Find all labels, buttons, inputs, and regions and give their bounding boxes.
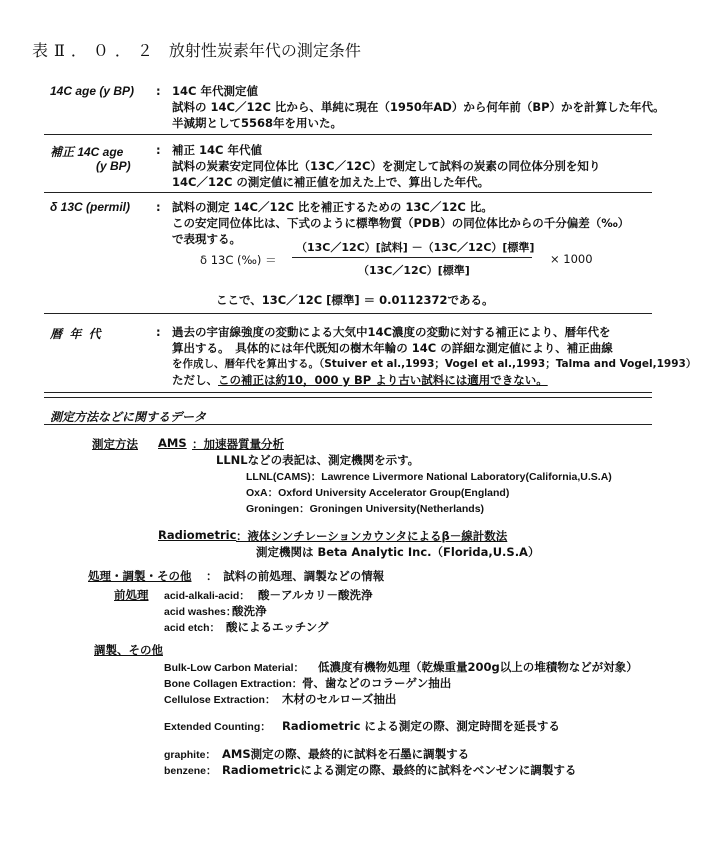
colon: : — [156, 325, 161, 339]
final-item-desc: Radiometricによる測定の際、最終的に試料をベンゼンに調製する — [222, 763, 577, 777]
method-ams-desc: ：加速器質量分析 — [192, 437, 284, 451]
corrected-line1: 補正 14C 年代値 — [172, 143, 262, 157]
calendar-note: この補正は約10，000 y BP より古い試料には適用できない。 — [218, 373, 548, 387]
c14age-line1: 14C 年代測定値 — [172, 84, 258, 98]
lab-entry: LLNL(CAMS)：Lawrence Livermore National Laboratory(California,U.S.A) — [246, 471, 612, 483]
prep-item-desc: 骨、歯などのコラーゲン抽出 — [302, 676, 452, 690]
divider — [44, 392, 652, 393]
formula-denominator: （13C／12C）[標準] — [358, 264, 470, 277]
page-title — [32, 38, 361, 61]
colon: : — [156, 200, 161, 214]
method-label: 測定方法 — [92, 437, 138, 451]
c14age-label: 14C age (y BP) — [50, 84, 135, 98]
delta-label: δ 13C (permil) — [50, 200, 131, 214]
prep-item-name: Bulk-Low Carbon Material： — [164, 662, 305, 674]
divider — [44, 192, 652, 193]
formula-where: ここで、13C／12C [標準] ＝ 0.0112372である。 — [216, 293, 494, 307]
delta-line2: この安定同位体比は、下式のように標準物質（PDB）の同位体比からの千分偏差（‰） — [172, 216, 630, 230]
formula-times: × 1000 — [550, 252, 593, 266]
prep-item-desc: 低濃度有機物処理（乾燥重量200g以上の堆積物などが対象） — [318, 660, 638, 674]
divider — [44, 424, 652, 425]
title-text: 放射性炭素年代の測定条件 — [168, 41, 361, 60]
calendar-label: 暦 年 代 — [50, 327, 103, 341]
extended-desc: Radiometric による測定の際、測定時間を延長する — [282, 719, 560, 733]
corrected-label-1: 補正 14C age — [50, 145, 124, 159]
prep-item-name: Cellulose Extraction： — [164, 694, 276, 706]
pre-item-name: acid-alkali-acid： — [164, 590, 250, 602]
c14age-line3: 半減期として5568年を用いた。 — [172, 116, 343, 130]
corrected-label-2: (y BP) — [96, 159, 131, 173]
corrected-line3: 14C／12C の測定値に補正値を加えた上で、算出した年代。 — [172, 175, 490, 189]
method-radiometric: Radiometric — [158, 528, 237, 542]
delta-line1: 試料の測定 14C／12C 比を補正するための 13C／12C 比。 — [172, 200, 493, 214]
divider — [44, 313, 652, 314]
delta-line3: で表現する。 — [172, 232, 241, 246]
table-number: 表Ⅱ．０．２ — [32, 41, 159, 60]
method-llnl-note: LLNLなどの表記は、測定機関を示す。 — [216, 453, 420, 467]
pre-item-name: acid etch： — [164, 622, 221, 634]
pre-label: 前処理 — [114, 588, 149, 602]
corrected-line2: 試料の炭素安定同位体比（13C／12C）を測定して試料の炭素の同位体分別を知り — [172, 159, 601, 173]
method-beta-note: 測定機関は Beta Analytic Inc.（Florida,U.S.A） — [256, 545, 540, 559]
calendar-note-prefix: ただし、 — [172, 373, 218, 387]
extended-name: Extended Counting： — [164, 721, 271, 733]
prep-item-name: Bone Collagen Extraction： — [164, 678, 303, 690]
formula-lhs: δ 13C (‰) ＝ — [200, 253, 277, 267]
calendar-line3: を作成し、暦年代を算出する。（Stuiver et al.,1993；Vogel et al.,1993；Talma and Vogel,1993） — [172, 358, 697, 370]
final-item-name: benzene： — [164, 765, 217, 777]
colon: : — [156, 143, 161, 157]
pre-item-desc: 酸－アルカリ－酸洗浄 — [258, 588, 373, 602]
divider — [44, 397, 652, 398]
pre-item-desc: 酸によるエッチング — [226, 620, 329, 634]
prep-item-desc: 木材のセルローズ抽出 — [282, 692, 397, 706]
final-item-name: graphite： — [164, 749, 216, 761]
data-section-heading: 測定方法などに関するデータ — [50, 410, 207, 424]
c14age-line2: 試料の 14C／12C 比から、単純に現在（1950年AD）から何年前（BP）かを計算した年代。 — [172, 100, 665, 114]
calendar-line2: 算出する。 具体的には年代既知の樹木年輪の 14C の詳細な測定値により、補正曲線 — [172, 341, 613, 355]
pre-item-desc: 酸洗浄 — [232, 604, 267, 618]
calendar-line4 — [172, 372, 548, 388]
colon: : — [156, 84, 161, 98]
prep-label: 調製、その他 — [94, 643, 163, 657]
method-radiometric-desc: ：液体シンチレーションカウンタによるβ－線計数法 — [236, 529, 508, 543]
lab-entry: OxA：Oxford University Accelerator Group(England) — [246, 487, 510, 499]
processing-desc: ： 試料の前処理、調製などの情報 — [206, 569, 385, 583]
lab-entry: Groningen：Groningen University(Netherlands) — [246, 503, 485, 515]
final-item-desc: AMS測定の際、最終的に試料を石墨に調製する — [222, 747, 470, 761]
formula-numerator: （13C／12C）[試料] －（13C／12C）[標準] — [296, 241, 535, 254]
fraction-bar — [292, 257, 532, 258]
divider — [44, 134, 652, 135]
pre-item-name: acid washes： — [164, 606, 237, 618]
calendar-line1: 過去の宇宙線強度の変動による大気中14C濃度の変動に対する補正により、暦年代を — [172, 325, 611, 339]
processing-label: 処理・調製・その他 — [88, 569, 192, 583]
method-ams: AMS — [158, 436, 187, 450]
